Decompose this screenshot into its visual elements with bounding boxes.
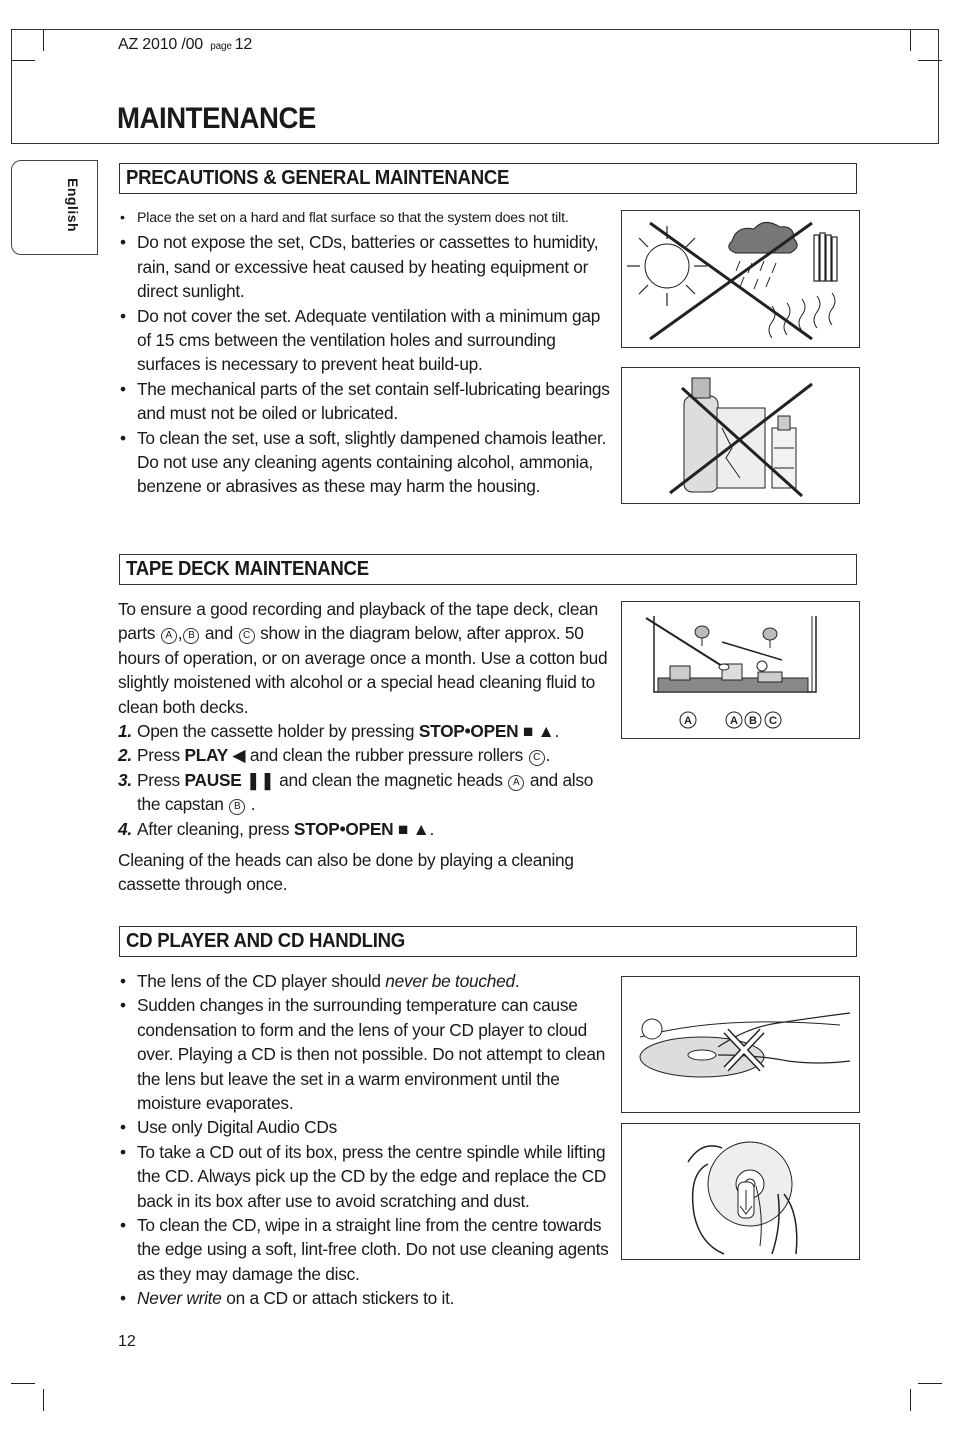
step-4: [118, 817, 610, 841]
punct: .: [545, 745, 551, 766]
marker-a: A: [508, 775, 524, 791]
list-item: • Use only Digital Audio CDs: [118, 1115, 610, 1139]
key-label: PAUSE ❚❚: [184, 769, 275, 790]
punct: .: [554, 721, 560, 742]
step-2: [118, 743, 610, 767]
illustration-heat-humidity: [621, 210, 860, 348]
step-text: and clean the magnetic heads: [279, 769, 503, 790]
item-text: The lens of the CD player should: [137, 971, 381, 991]
list-item: • The mechanical parts of the set contain self-lubricating bearings and must not be oiled or lubricated.: [118, 377, 610, 426]
key-label: STOP•OPEN ■ ▲: [418, 721, 555, 742]
list-item: • Do not cover the set. Adequate ventilation with a minimum gap of 15 cms between the ventilation holes and surrounding surfaces is necessary to prevent heat build-up.: [118, 304, 610, 377]
marker-b: B: [183, 628, 199, 644]
precautions-list-block: [118, 206, 610, 499]
step-text: and clean the rubber pressure rollers: [249, 745, 524, 766]
item-text: on a CD or attach stickers to it.: [226, 1288, 455, 1309]
section-heading-tape: [119, 554, 857, 585]
illustration-cd-cleaning: [621, 1123, 860, 1260]
step-text: After cleaning, press: [137, 818, 290, 839]
step-number: 1.: [118, 721, 132, 742]
cd-list-block: [118, 969, 610, 1311]
crop-mark: [918, 1383, 942, 1384]
marker-c: C: [239, 628, 255, 644]
illustration-cd-lens: [621, 976, 860, 1113]
list-item: [118, 1286, 610, 1310]
punct: .: [429, 818, 435, 839]
step-text: Press: [137, 745, 180, 766]
intro-text: show in the diagram below, after approx. 50 hours of operation, or on average once a month. Use a cotton bud slightly moistened with alcohol or a special head cleaning fluid to clean both decks.: [118, 623, 608, 717]
step-number: 2.: [118, 745, 132, 766]
step-text: and also the capstan: [137, 769, 594, 815]
item-emphasis: Never write: [137, 1288, 222, 1309]
figure-label: A: [684, 715, 692, 727]
step-number: 3.: [118, 769, 132, 790]
crop-mark: [43, 1389, 44, 1411]
section-heading-text: CD PLAYER AND CD HANDLING: [126, 930, 405, 952]
list-item: • To clean the set, use a soft, slightly dampened chamois leather. Do not use any cleaning agents containing alcohol, ammonia, benzene or abrasives as these may harm the housing.: [118, 426, 610, 499]
list-item: • Sudden changes in the surrounding temperature can cause condensation to form and the lens of your CD player to cloud over. Playing a CD is then not possible. Do not attempt to clean the lens but leave the set in a warm environment until the moisture evaporates.: [118, 993, 610, 1115]
list-item: • Place the set on a hard and flat surface so that the system does not tilt.: [118, 206, 610, 230]
footer-page-number: 12: [118, 1333, 136, 1350]
list-item: • To clean the CD, wipe in a straight line from the centre towards the edge using a soft, lint-free cloth. Do not use cleaning agents as they may damage the disc.: [118, 1213, 610, 1286]
figure-label: C: [769, 715, 777, 727]
figure-label: B: [749, 715, 757, 727]
step-number: 4.: [118, 818, 132, 839]
punct: .: [514, 971, 520, 991]
document-id: [118, 36, 252, 54]
tape-text-block: [118, 597, 610, 897]
page-word: page: [210, 41, 232, 52]
header-page-number: 12: [234, 36, 253, 53]
illustration-no-cleaning-agents: [621, 367, 860, 504]
step-text: Press: [137, 769, 180, 790]
page-title: MAINTENANCE: [117, 102, 316, 135]
step-3: [118, 768, 610, 817]
marker-a: A: [161, 628, 177, 644]
section-heading-precautions: [119, 163, 857, 194]
model-code: AZ 2010 /00: [118, 36, 203, 53]
tape-intro: To ensure a good recording and playback of the tape deck, clean parts A , B and C show in the diagram below, after approx. 50 hours of operation, or on average once a month. Use a cotton bud slightly moistened with alcohol or a special head cleaning fluid to clean both decks.: [118, 599, 608, 717]
step-text: Open the cassette holder by pressing: [137, 721, 415, 742]
section-heading-text: PRECAUTIONS & GENERAL MAINTENANCE: [126, 167, 510, 189]
list-item: [118, 969, 610, 993]
crop-mark: [11, 1383, 35, 1384]
illustration-tape-deck: [621, 601, 860, 739]
figure-label: A: [730, 715, 738, 727]
key-label: PLAY ◀: [184, 745, 246, 766]
intro-text: To ensure a good recording and playback of the tape deck, clean parts: [118, 599, 598, 644]
section-heading-text: TAPE DECK MAINTENANCE: [126, 558, 369, 580]
marker-c: C: [529, 750, 545, 766]
language-tab: [11, 160, 98, 255]
list-item: • Do not expose the set, CDs, batteries or cassettes to humidity, rain, sand or excessive heat caused by heating equipment or direct sunlight.: [118, 230, 610, 303]
crop-mark: [910, 1389, 911, 1411]
marker-b: B: [229, 799, 245, 815]
item-emphasis: never be touched: [385, 971, 515, 991]
key-label: STOP•OPEN ■ ▲: [293, 818, 430, 839]
intro-text: and: [204, 623, 233, 644]
language-label: English: [65, 178, 81, 233]
section-heading-cd: [119, 926, 857, 957]
tape-outro: Cleaning of the heads can also be done by playing a cleaning cassette through once.: [118, 850, 574, 895]
list-item: • To take a CD out of its box, press the centre spindle while lifting the CD. Always pick up the CD by the edge and replace the CD back in its box after use to avoid scratching and dust.: [118, 1140, 610, 1213]
step-1: [118, 719, 610, 743]
punct: .: [250, 794, 256, 815]
